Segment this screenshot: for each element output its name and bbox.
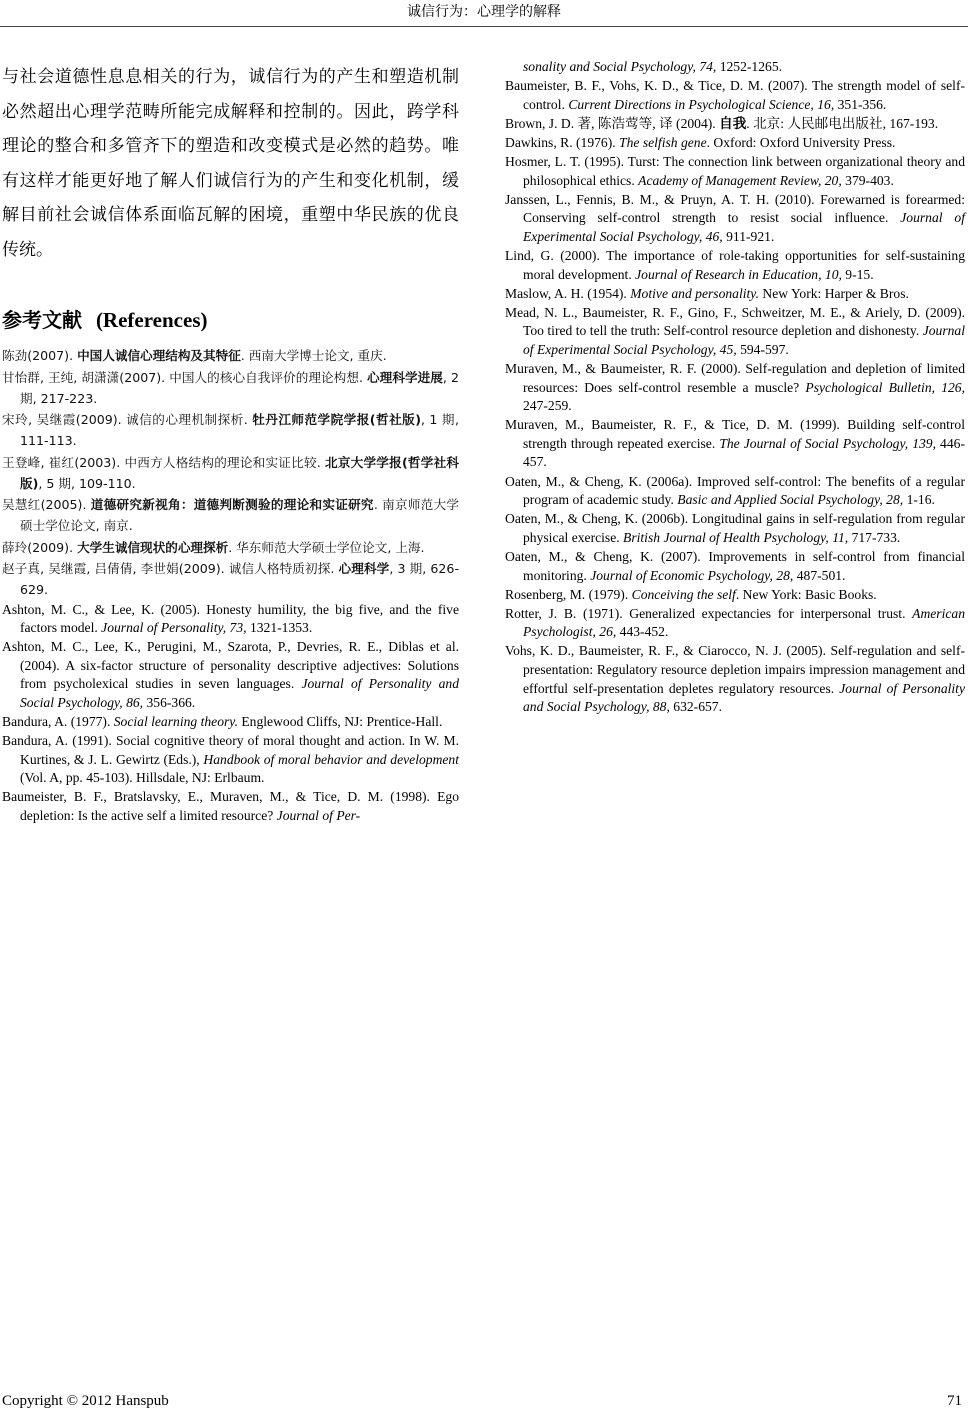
reference-tail: 594-597. [736,341,789,357]
reference-journal: British Journal of Health Psychology, 11, [623,529,849,545]
reference-authors-title: 甘怡群, 王纯, 胡潇潇(2007). 中国人的核心自我评价的理论构想. [2,369,368,385]
reference-journal: sonality and Social Psychology, 74, [523,59,717,74]
reference-entry [2,788,459,825]
reference-authors-title: Brown, J. D. 著, 陈浩莺等, 译 (2004). [505,115,720,131]
running-header [0,0,968,27]
reference-journal: Social learning theory. [113,714,238,730]
reference-entry [505,586,965,605]
reference-authors-title: Rotter, J. B. (1971). Generalized expectancies for interpersonal trust. [505,605,913,621]
reference-journal: The Journal of Social Psychology, 139, [719,435,936,451]
reference-tail: , 1 期, 111-113. [20,412,459,448]
reference-tail: 247-259. [523,398,572,414]
reference-tail: . 华东师范大学硕士学位论文, 上海. [228,539,425,555]
reference-tail: . New York: Basic Books. [735,586,877,602]
reference-entry [2,409,459,451]
reference-entry [2,638,459,712]
reference-entry [2,452,459,494]
reference-entry [505,153,965,190]
reference-tail: 351-356. [834,96,887,112]
reference-journal: Journal of Experimental Social Psychology, 45, [523,323,965,357]
reference-journal: Motive and personality. [630,285,759,301]
reference-entry [2,537,459,558]
reference-tail: . 南京师范大学硕士学位论文, 南京. [20,497,460,533]
references-heading-en: (References) [95,308,208,332]
reference-entry [505,605,965,642]
reference-entry [2,713,459,732]
reference-journal: The selfish gene [619,134,707,150]
references-heading-cn: 参考文献 [2,308,82,332]
reference-journal: Academy of Management Review, 20, [638,172,842,188]
reference-authors-title: Hosmer, L. T. (1995). Turst: The connection link between organizational theory and philosophical ethics. [505,153,965,188]
reference-journal: Handbook of moral behavior and development [203,751,459,767]
reference-entry [2,601,459,638]
reference-entry [505,247,965,284]
copyright-notice: Copyright © 2012 Hanspub [2,1393,169,1409]
reference-entry [505,548,965,585]
reference-authors-title: Oaten, M., & Cheng, K. (2006a). Improved self-control: The benefits of a regular program of academic study. [505,473,965,508]
reference-tail: 356-366. [143,694,196,710]
reference-journal: Journal of Economic Psychology, 28, [590,567,794,583]
reference-authors-title: Ashton, M. C., Lee, K., Perugini, M., Szarota, P., Devries, R. E., Diblas et al. (2004). A six-factor structure of personality descriptive adjectives: Solutions from psycholexical studies in seven languages. [2,639,459,692]
reference-tail: , 3 期, 626-629. [20,561,459,597]
reference-authors-title: Mead, N. L., Baumeister, R. F., Gino, F., Schweitzer, M. E., & Ariely, D. (2009). Too tired to tell the truth: Self-control resource depletion and dishonesty. [505,304,965,339]
references-heading [2,307,459,333]
running-header-title: 诚信行为：心理学的解释 [407,4,561,20]
reference-authors-title: Baumeister, B. F., Bratslavsky, E., Muraven, M., & Tice, D. M. (1998). Ego depletion: Is the active self a limited resource? [2,789,459,824]
reference-tail: , 5 期, 109-110. [38,475,136,491]
reference-authors-title: Maslow, A. H. (1954). [505,285,631,301]
reference-journal: Journal of Per- [276,808,361,824]
page-number: 71 [947,1393,962,1409]
reference-journal: Journal of Experimental Social Psychology, 46, [523,210,965,244]
reference-tail: 1321-1353. [246,620,313,636]
reference-authors-title: 宋玲, 吴继霞(2009). 诚信的心理机制探析. [2,412,253,427]
reference-authors-title: 陈劲(2007). [2,348,78,363]
reference-journal: Basic and Applied Social Psychology, 28, [677,492,904,508]
reference-journal: Journal of Personality and Social Psychology, 86, [20,676,459,710]
left-column [2,60,459,826]
reference-authors-title: Lind, G. (2000). The importance of role-taking opportunities for self-sustaining moral development. [505,247,965,282]
reference-tail: Englewood Cliffs, NJ: Prentice-Hall. [237,714,443,730]
reference-authors-title: Baumeister, B. F., Vohs, K. D., & Tice, D. M. (2007). The strength model of self-control. [505,78,965,112]
reference-authors-title: Ashton, M. C., & Lee, K. (2005). Honesty humility, the big five, and the five factors model. [2,601,459,636]
reference-tail: . Oxford: Oxford University Press. [706,134,896,150]
reference-entry [505,360,965,416]
reference-journal: Conceiving the self [631,586,736,602]
reference-entry [505,191,965,247]
reference-entry [505,77,965,114]
reference-entry [505,510,965,547]
reference-entry [505,416,965,472]
reference-entry [2,494,459,536]
reference-journal: Psychological Bulletin, 126, [805,379,965,395]
reference-authors-title: Dawkins, R. (1976). [505,134,620,150]
reference-tail: . 西南大学博士论文, 重庆. [240,348,387,363]
reference-authors-title: 王登峰, 崔红(2003). 中西方人格结构的理论和实证比较. [2,454,326,470]
reference-tail: , 2 期, 217-223. [20,369,459,406]
reference-source-bold: 心理科学 [338,561,390,576]
reference-authors-title: Rosenberg, M. (1979). [505,586,632,602]
reference-entry [505,115,965,134]
reference-authors-title: Bandura, A. (1991). Social cognitive theory of moral thought and action. In W. M. Kurtines, & J. L. Gewirtz (Eds.), [2,733,459,767]
reference-list-right [505,77,965,717]
reference-authors-title: 薛玲(2009). [2,539,78,555]
reference-tail: 379-403. [841,172,894,188]
reference-authors-title: Vohs, K. D., Baumeister, R. F., & Ciarocco, N. J. (2005). Self-regulation and self-presentation: Regulatory resource depletion impairs impression management and effortful self-presentation depletes regulatory resources. [505,643,965,696]
reference-journal: Current Directions in Psychological Science, 16, [568,96,835,112]
reference-authors-title: Muraven, M., Baumeister, R. F., & Tice, D. M. (1999). Building self-control strength through repeated exercise. [505,417,965,451]
reference-source-bold: 牡丹江师范学院学报(哲社版) [252,412,421,427]
reference-tail: 632-657. [669,699,722,715]
reference-journal: Journal of Personality and Social Psychology, 88, [523,680,965,715]
reference-entry [2,367,459,409]
reference-authors-title: Bandura, A. (1977). [2,714,114,730]
reference-tail: 1-16. [903,492,935,508]
reference-tail: 717-733. [848,529,901,545]
reference-source-bold: 道德研究新视角：道德判断测验的理论和实证研究 [90,497,374,512]
reference-continuation [505,58,965,77]
reference-authors-title: Janssen, L., Fennis, B. M., & Pruyn, A. T. H. (2010). Forewarned is forearmed: Conserving self-control strength to resist social influence. [505,191,965,226]
reference-source-bold: 中国人诚信心理结构及其特征 [77,348,241,363]
reference-source-bold: 大学生诚信现状的心理探析 [77,539,229,555]
reference-tail: 911-921. [722,228,775,244]
reference-tail: . 北京: 人民邮电出版社, 167-193. [746,115,939,131]
reference-authors-title: 吴慧红(2005). [2,497,91,512]
reference-authors-title: 赵子真, 吴继霞, 吕倩倩, 李世娟(2009). 诚信人格特质初探. [2,561,339,576]
right-column [505,58,965,717]
reference-journal: Journal of Research in Education, 10, [635,266,842,282]
reference-source-bold: 北京大学学报(哲学社科版) [20,454,459,491]
reference-tail: 1252-1265. [716,59,783,74]
reference-entry [505,285,965,304]
reference-entry [2,345,459,366]
reference-tail: New York: Harper & Bros. [758,285,909,301]
reference-source-bold: 自我 [719,115,747,131]
reference-entry [505,642,965,716]
reference-tail: (Vol. A, pp. 45-103). Hillsdale, NJ: Erlbaum. [20,770,265,786]
reference-entry [505,473,965,510]
reference-entry [505,304,965,360]
reference-journal: Journal of Personality, 73, [101,620,247,636]
reference-entry [2,732,459,788]
reference-authors-title: Muraven, M., & Baumeister, R. F. (2000). Self-regulation and depletion of limited resources: Does self-control resemble a muscle? [505,361,965,395]
reference-source-bold: 心理科学进展 [367,369,443,385]
reference-tail: 487-501. [793,567,846,583]
reference-tail: 446-457. [523,435,965,470]
reference-tail: 443-452. [616,624,669,640]
reference-tail: 9-15. [841,266,874,282]
reference-entry [2,558,459,600]
intro-paragraph: 与社会道德性息息相关的行为，诚信行为的产生和塑造机制必然超出心理学范畴所能完成解释和控制的。因此，跨学科理论的整合和多管齐下的塑造和改变模式是必然的趋势。唯有这样才能更好地了解人们诚信行为的产生和变化机制，缓解目前社会诚信体系面临瓦解的困境，重塑中华民族的优良传统。 [2,67,459,260]
reference-entry [505,134,965,153]
reference-authors-title: Oaten, M., & Cheng, K. (2007). Improvements in self-control from financial monitoring. [505,548,965,583]
reference-list-left [2,345,459,826]
reference-authors-title: Oaten, M., & Cheng, K. (2006b). Longitudinal gains in self-regulation from regular physical exercise. [505,511,965,545]
reference-journal: American Psychologist, 26, [523,605,965,640]
